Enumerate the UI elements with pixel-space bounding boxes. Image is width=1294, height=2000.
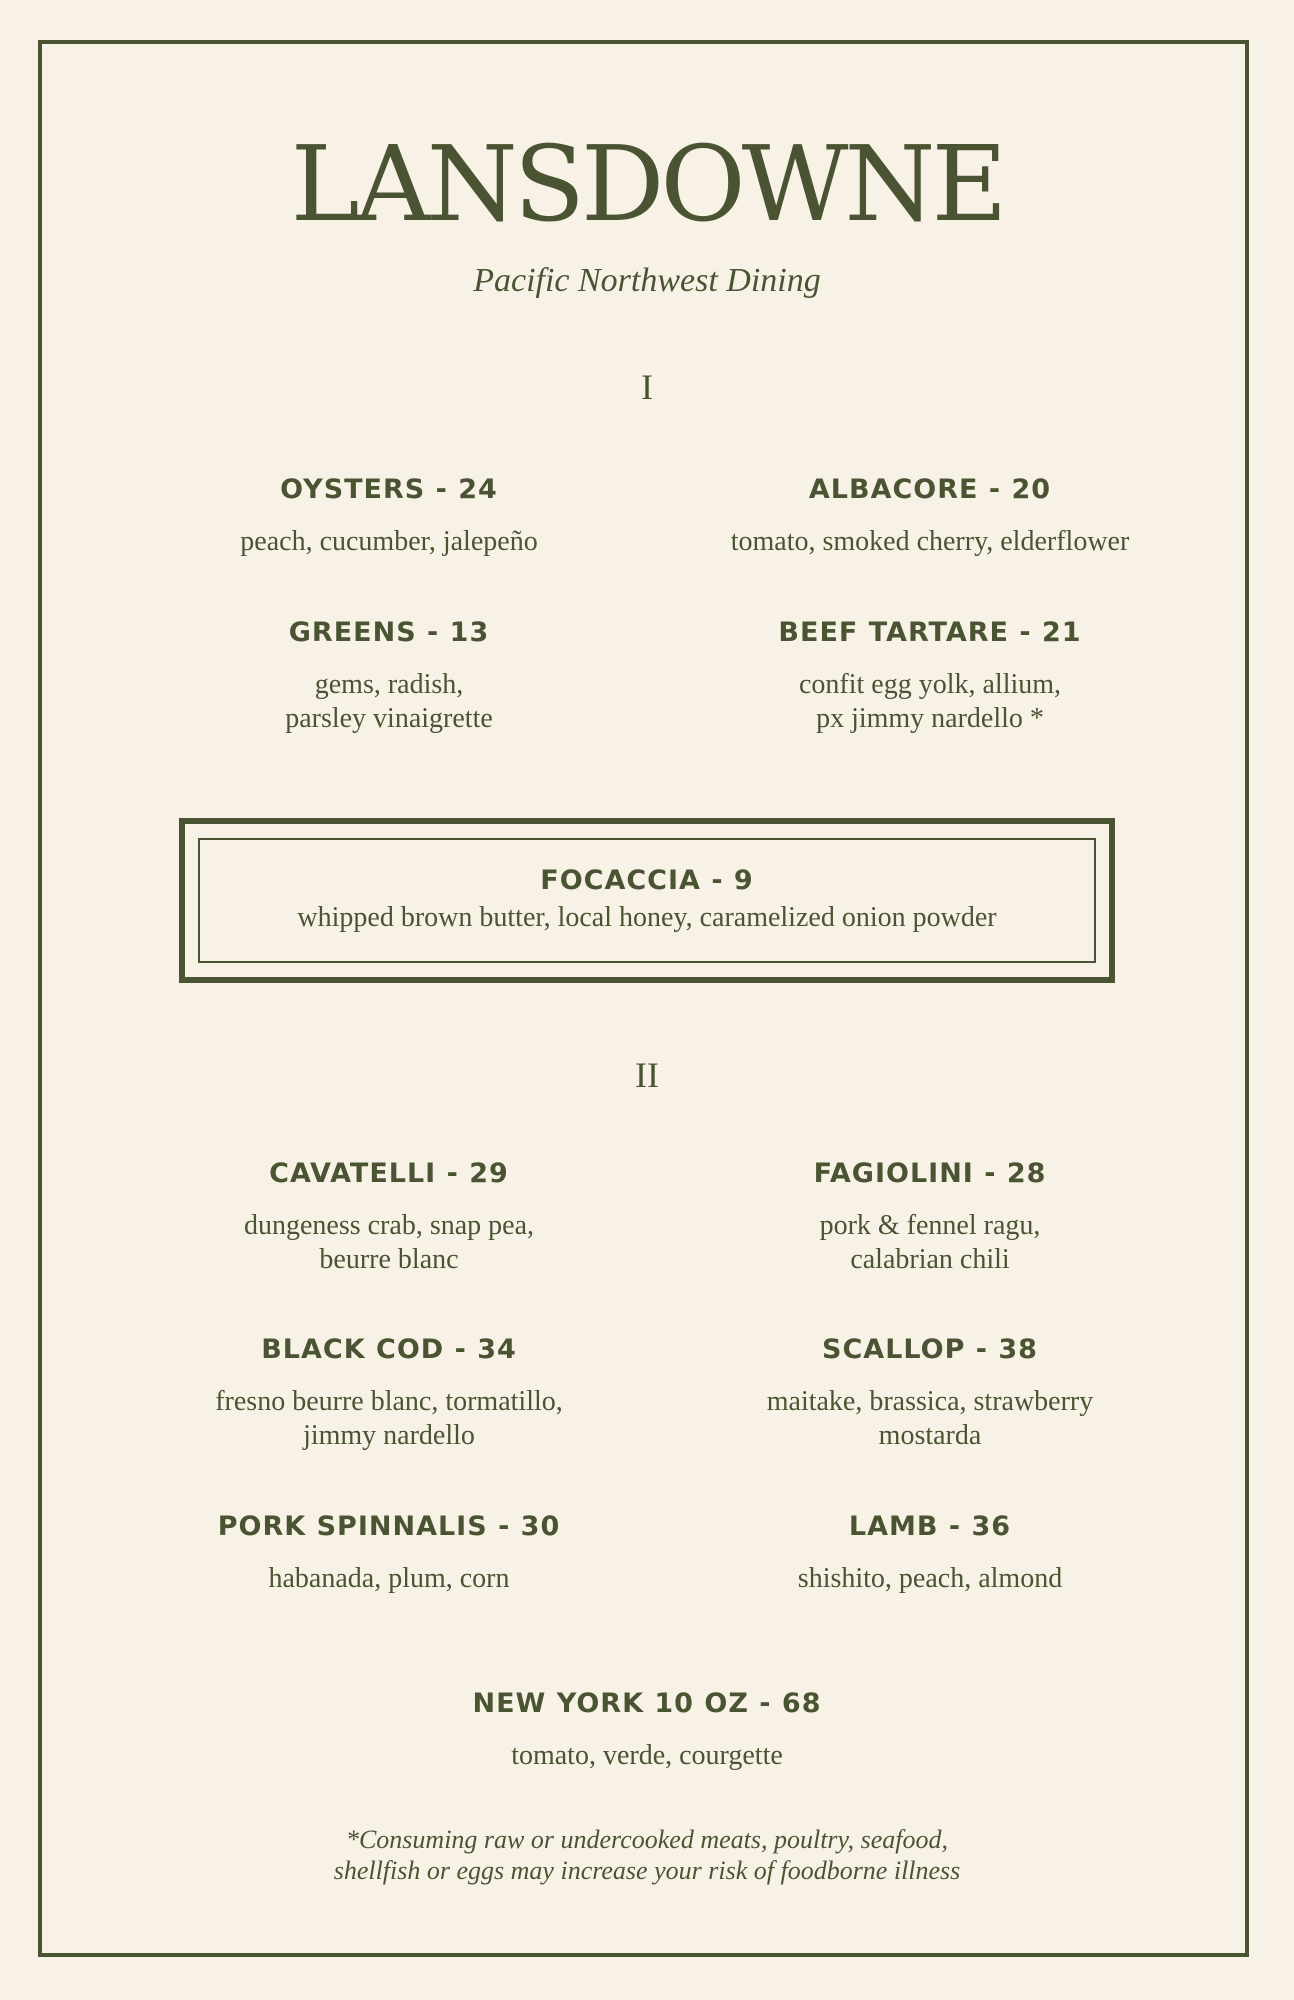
menu-item-description: peach, cucumber, jalepeño (240, 526, 538, 557)
menu-item-description: gems, radish, parsley vinaigrette (285, 669, 493, 734)
menu-item-black-cod (109, 1332, 669, 1453)
menu-item-name: LAMB - 36 (848, 1511, 1012, 1542)
menu-item-scallop (650, 1332, 1210, 1453)
menu-border-frame (38, 40, 1249, 1957)
menu-item-name: NEW YORK 10 OZ - 68 (472, 1688, 822, 1719)
menu-item-description: shishito, peach, almond (797, 1563, 1063, 1594)
menu-item-oysters (109, 472, 669, 559)
menu-item-name: BLACK COD - 34 (261, 1334, 517, 1365)
menu-item-beef-tartare (650, 615, 1210, 736)
menu-item-description: tomato, smoked cherry, elderflower (730, 526, 1130, 557)
section-numeral-2: II (635, 1055, 659, 1095)
menu-item-description: dungeness crab, snap pea, beurre blanc (243, 1210, 534, 1275)
food-safety-disclaimer: *Consuming raw or undercooked meats, poultry, seafood, shellfish or eggs may increase your risk of foodborne illness (333, 1825, 961, 1885)
menu-item-name: PORK SPINNALIS - 30 (217, 1511, 561, 1542)
menu-item-description: pork & fennel ragu, calabrian chili (819, 1210, 1041, 1275)
restaurant-tagline: Pacific Northwest Dining (473, 262, 821, 299)
menu-item-description: confit egg yolk, allium, px jimmy nardello * (798, 669, 1062, 734)
menu-item-description: fresno beurre blanc, tormatillo, jimmy nardello (215, 1386, 563, 1451)
menu-item-greens (109, 615, 669, 736)
menu-item-name: OYSTERS - 24 (280, 474, 498, 505)
menu-item-description: habanada, plum, corn (268, 1563, 510, 1594)
menu-item-description: maitake, brassica, strawberry mostarda (766, 1386, 1094, 1451)
menu-item-cavatelli (109, 1156, 669, 1277)
menu-item-new-york (367, 1686, 927, 1773)
menu-item-name: CAVATELLI - 29 (269, 1158, 509, 1189)
featured-item-description: whipped brown butter, local honey, caramelized onion powder (297, 902, 997, 933)
menu-item-name: SCALLOP - 38 (822, 1334, 1038, 1365)
menu-item-name: ALBACORE - 20 (808, 474, 1052, 505)
menu-item-name: BEEF TARTARE - 21 (778, 617, 1082, 648)
menu-item-name: FAGIOLINI - 28 (813, 1158, 1047, 1189)
menu-item-albacore (650, 472, 1210, 559)
menu-item-lamb (650, 1509, 1210, 1596)
menu-item-pork-spinnalis (109, 1509, 669, 1596)
featured-item-name: FOCACCIA - 9 (540, 865, 754, 896)
featured-item-inner-border (198, 838, 1096, 963)
menu-item-fagiolini (650, 1156, 1210, 1277)
menu-item-description: tomato, verde, courgette (511, 1740, 783, 1771)
restaurant-name: LANSDOWNE (290, 123, 1004, 245)
section-numeral-1: I (641, 367, 653, 407)
menu-item-name: GREENS - 13 (288, 617, 490, 648)
featured-item-box (179, 818, 1115, 983)
